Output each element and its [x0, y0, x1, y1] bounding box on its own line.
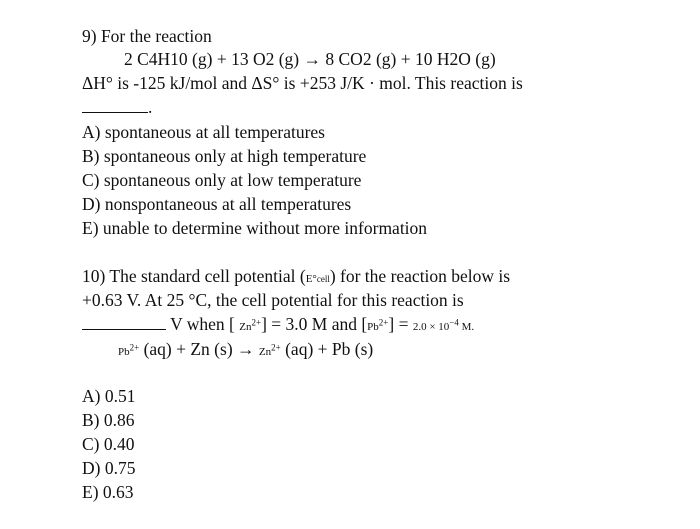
pb-ion — [367, 317, 389, 333]
pb-conc-unit: M. — [458, 321, 475, 333]
q10-option-e: E) 0.63 — [82, 482, 134, 502]
rxn-pb-charge: 2+ — [129, 342, 140, 353]
zn-charge: 2+ — [251, 317, 262, 328]
q9-equation: 2 C4H10 (g) + 13 O2 (g) → 8 CO2 (g) + 10 H2O (g) — [124, 49, 496, 69]
q9-answer-blank — [82, 97, 152, 117]
q9-option-b: B) spontaneous only at high temperature — [82, 146, 367, 166]
rxn-pb-symbol: Pb — [118, 346, 130, 358]
pb-symbol: Pb — [367, 321, 379, 333]
rxn-zn-ion — [258, 342, 281, 358]
q10-line1-end: ) for the reaction below is — [329, 266, 511, 286]
answer-blank — [82, 98, 148, 113]
rxn-end: (aq) + Pb (s) — [280, 339, 374, 359]
q10-option-d: D) 0.75 — [82, 458, 136, 478]
ecell-sub: cell — [316, 274, 330, 284]
rxn-zn-symbol: Zn — [258, 346, 272, 358]
q10-option-c: C) 0.40 — [82, 434, 135, 454]
pb-conc-exponent: −4 — [449, 317, 459, 328]
q10-line3-a: V when [ — [170, 314, 235, 334]
ecell-e: E° — [305, 273, 317, 285]
rxn-middle: (aq) + Zn (s) → — [139, 339, 259, 359]
answer-blank — [82, 315, 166, 330]
q10-option-b: B) 0.86 — [82, 410, 135, 430]
blank-period: . — [148, 97, 153, 117]
pb-conc-mantissa: 2.0 × 10 — [412, 321, 450, 333]
q10-stem-line3 — [82, 314, 474, 337]
pb-concentration — [412, 317, 475, 333]
rxn-zn-charge: 2+ — [271, 342, 281, 353]
q9-option-c: C) spontaneous only at low temperature — [82, 170, 362, 190]
q10-line3-c: ] = — [388, 314, 409, 334]
rxn-pb-ion — [118, 342, 140, 358]
q10-stem-line1 — [82, 266, 510, 289]
q10-line3-b: ] = 3.0 M and [ — [261, 314, 368, 334]
pb-charge: 2+ — [378, 317, 389, 328]
q10-line1-start: 10) The standard cell potential ( — [82, 266, 306, 286]
q10-option-a: A) 0.51 — [82, 386, 136, 406]
zn-symbol: Zn — [239, 321, 252, 333]
q9-option-d: D) nonspontaneous at all temperatures — [82, 194, 352, 214]
q10-reaction — [118, 339, 373, 362]
ecell-symbol — [306, 273, 330, 285]
q9-thermo: ΔH° is -125 kJ/mol and ΔS° is +253 J/K · mol. This reaction is — [82, 73, 523, 93]
zn-ion — [239, 317, 262, 333]
q9-option-e: E) unable to determine without more information — [82, 218, 428, 238]
q9-option-a: A) spontaneous at all temperatures — [82, 122, 325, 142]
q9-stem: 9) For the reaction — [82, 26, 212, 46]
q10-stem-line2: +0.63 V. At 25 °C, the cell potential for this reaction is — [82, 290, 464, 310]
